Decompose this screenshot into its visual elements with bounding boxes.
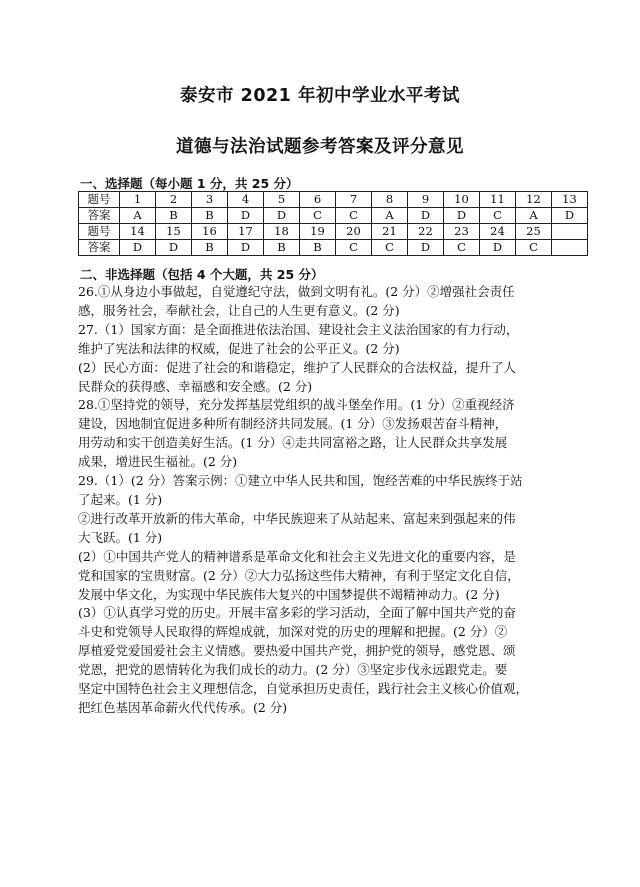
section-1-heading: 一、选择题（每小题 1 分，共 25 分） [80,176,299,191]
table-cell: 25 [516,224,552,240]
text-line: (2）民心方面：促进了社会的和谐稳定，维护了人民群众的合法权益，提升了人 [78,359,516,375]
table-cell: D [120,240,156,256]
table-cell: 23 [444,224,480,240]
table-cell: C [300,208,336,224]
table-cell: D [480,240,516,256]
table-cell: 13 [552,192,588,208]
document-title: 泰安市 2021 年初中学业水平考试 [180,86,460,106]
text-line: 把红色基因革命薪火代代传承。(2 分) [78,699,288,715]
table-cell: D [444,208,480,224]
text-line: 用劳动和实干创造美好生活。(1 分）④走共同富裕之路，让人民群众共享发展 [78,435,508,451]
table-cell: 18 [264,224,300,240]
table-cell: A [120,208,156,224]
text-line: (3）①认真学习党的历史。开展丰富多彩的学习活动，全面了解中国共产党的奋 [78,605,516,621]
table-cell: D [228,208,264,224]
text-line: 29.（1）(2 分）答案示例：①建立中华人民共和国，饱经苦难的中华民族终于站 [78,473,523,489]
text-line: (2）①中国共产党人的精神谱系是革命文化和社会主义先进文化的重要内容，是 [78,548,516,564]
text-line: ②进行改革开放新的伟大革命，中华民族迎来了从站起来、富起来到强起来的伟 [78,510,516,526]
table-cell: 2 [156,192,192,208]
table-cell: C [480,208,516,224]
text-line: 26.①从身边小事做起，自觉遵纪守法，做到文明有礼。(2 分）②增强社会责任 [78,284,515,299]
table-cell: D [264,208,300,224]
text-line: 党恩，把党的恩情转化为我们成长的动力。(2 分）③坚定步伐永远跟党走。要 [78,662,508,678]
text-line: 建设，因地制宜促进多种所有制经济共同发展。(1 分）③发扬艰苦奋斗精神， [78,416,508,432]
table-cell: 19 [300,224,336,240]
table-cell: 4 [228,192,264,208]
row-label: 题号 [79,192,120,208]
answer-table [78,191,588,256]
table-cell: 9 [408,192,444,208]
table-cell: D [156,240,192,256]
table-cell [552,224,588,240]
table-cell: D [408,208,444,224]
table-cell [552,240,588,256]
text-line: 民群众的获得感、幸福感和安全感。(2 分) [78,378,313,394]
table-cell: C [336,208,372,224]
table-cell: 20 [336,224,372,240]
text-line: 厚植爱党爱国爱社会主义情感。要热爱中国共产党，拥护党的领导，感党恩、颂 [78,643,516,659]
table-cell: B [300,240,336,256]
table-cell: D [408,240,444,256]
table-cell: B [192,208,228,224]
table-row [79,208,588,224]
table-row [79,224,588,240]
text-line: 感，服务社会，奉献社会，让自己的人生更有意义。(2 分) [78,302,400,318]
table-cell: 7 [336,192,372,208]
answer-text-block [78,283,562,718]
table-cell: A [516,208,552,224]
text-line: 28.①坚持党的领导，充分发挥基层党组织的战斗堡垒作用。(1 分）②重视经济 [78,397,515,413]
text-line: 维护了宪法和法律的权威，促进了社会的公平正义。(2 分) [78,340,400,356]
table-cell: D [228,240,264,256]
text-line: 大飞跃。(1 分) [78,529,163,545]
table-cell: 5 [264,192,300,208]
document-subtitle: 道德与法治试题参考答案及评分意见 [176,137,464,157]
table-cell: 11 [480,192,516,208]
table-cell: 10 [444,192,480,208]
table-cell: C [372,240,408,256]
text-line: 成果，增进民生福祉。(2 分) [78,454,238,470]
table-cell: 24 [480,224,516,240]
table-cell: 6 [300,192,336,208]
table-cell: 1 [120,192,156,208]
table-cell: 21 [372,224,408,240]
text-line: 斗史和党领导人民取得的辉煌成就，加深对党的历史的理解和把握。(2 分）② [78,624,508,640]
table-cell: C [516,240,552,256]
text-line: 了起来。(1 分) [78,491,163,507]
row-label: 题号 [79,224,120,240]
table-cell: 16 [192,224,228,240]
row-label: 答案 [79,208,120,224]
table-cell: A [372,208,408,224]
table-cell: C [336,240,372,256]
table-cell: 3 [192,192,228,208]
table-cell: 22 [408,224,444,240]
row-label: 答案 [79,240,120,256]
table-cell: B [192,240,228,256]
table-cell: 15 [156,224,192,240]
table-cell: 8 [372,192,408,208]
table-cell: C [444,240,480,256]
table-cell: 14 [120,224,156,240]
section-2-heading: 二、非选择题（包括 4 个大题，共 25 分） [80,267,324,282]
table-row [79,240,588,256]
table-cell: B [264,240,300,256]
text-line: 党和国家的宝贵财富。(2 分）②大力弘扬这些伟大精神，有利于坚定文化自信， [78,567,520,583]
text-line: 27.（1）国家方面：是全面推进依法治国、建设社会主义法治国家的有力行动， [78,321,519,337]
table-row [79,192,588,208]
table-cell: 12 [516,192,552,208]
table-cell: 17 [228,224,264,240]
table-cell: D [552,208,588,224]
text-line: 发展中华文化，为实现中华民族伟大复兴的中国梦提供不竭精神动力。(2 分) [78,586,500,602]
text-line: 坚定中国特色社会主义理想信念，自觉承担历史责任，践行社会主义核心价值观， [78,681,529,697]
table-cell: B [156,208,192,224]
